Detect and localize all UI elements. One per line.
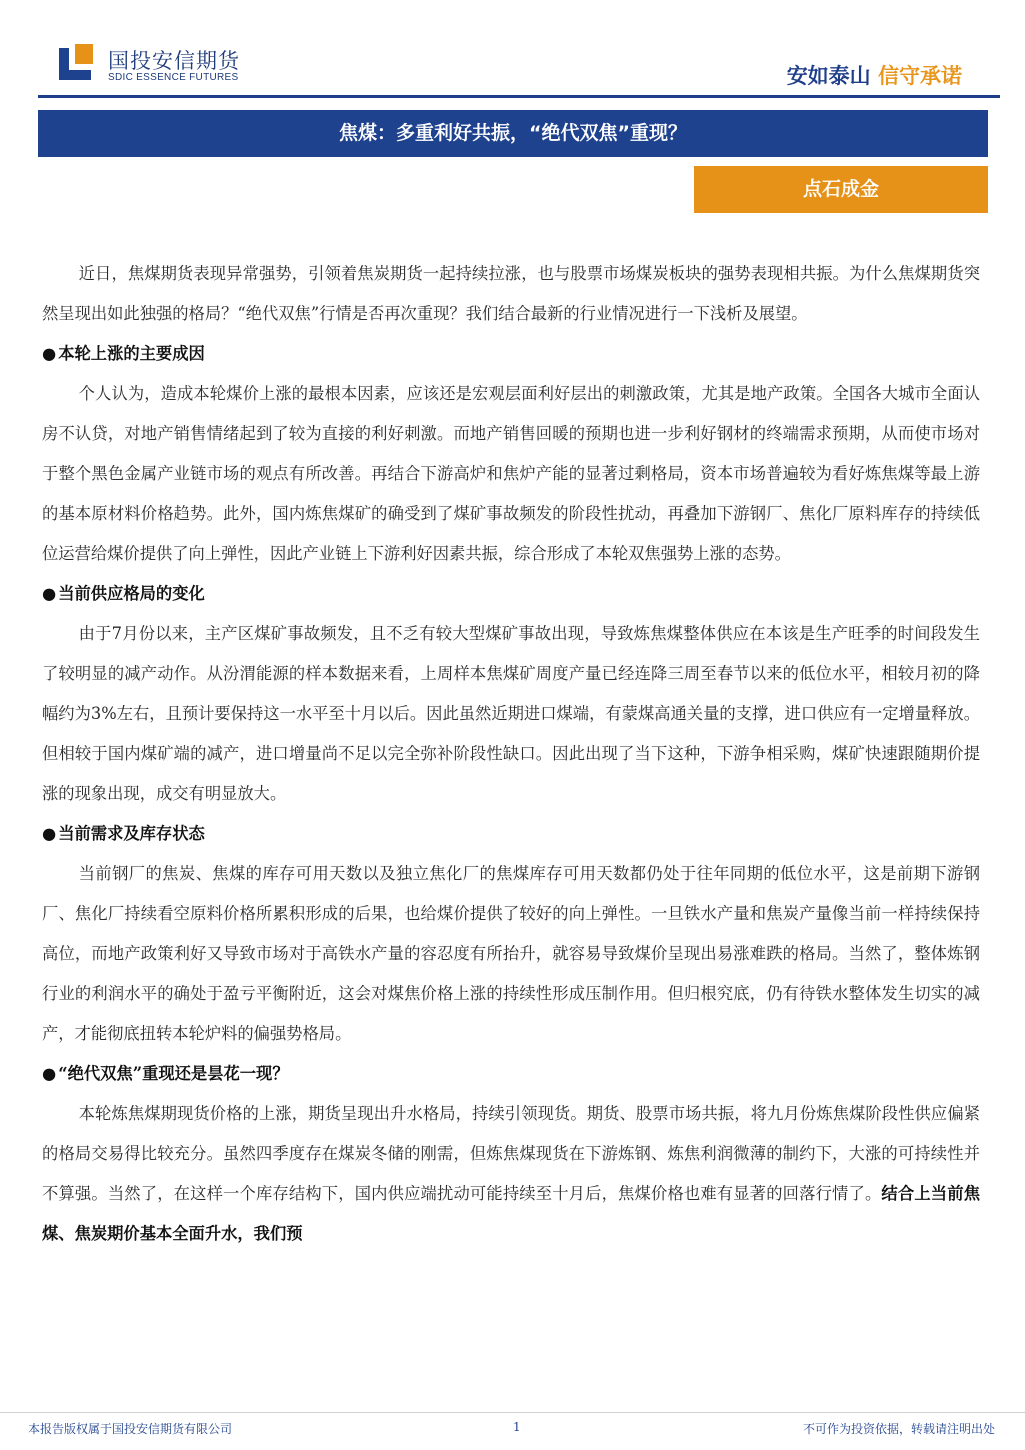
footer-disclaimer: 不可作为投资依据，转载请注明出处 (802, 1422, 995, 1436)
company-logo-icon (55, 40, 99, 84)
bullet-icon: ● (42, 1064, 57, 1083)
footer-divider (0, 1412, 1025, 1413)
section-heading (42, 814, 980, 854)
slogan-part-1: 安如泰山 (786, 64, 871, 88)
article-title: 焦煤：多重利好共振，“绝代双焦”重现？ (38, 110, 988, 157)
section-heading (42, 1054, 980, 1094)
section-heading (42, 574, 980, 614)
article-body (42, 254, 980, 1254)
column-tag: 点石成金 (694, 166, 988, 213)
section-paragraph: 当前钢厂的焦炭、焦煤的库存可用天数以及独立焦化厂的焦煤库存可用天数都仍处于往年同期的低位水平，这是前期下游钢厂、焦化厂持续看空原料价格所累积形成的后果，也给煤价提供了较好的向上弹性。一旦铁水产量和焦炭产量像当前一样持续保持高位，而地产政策利好又导致市场对于高铁水产量的容忍度有所抬升，就容易导致煤价呈现出易涨难跌的格局。当然了，整体炼钢行业的利润水平的确处于盈亏平衡附近，这会对煤焦价格上涨的持续性形成压制作用。但归根究底，仍有待铁水整体发生切实的减产，才能彻底扭转本轮炉料的偏强势格局。 (42, 864, 980, 1043)
section-heading-text: “绝代双焦”重现还是昙花一现？ (58, 1064, 289, 1083)
bullet-icon: ● (42, 584, 57, 603)
section-paragraph (42, 1094, 980, 1254)
section-paragraph-bold-text: 结合上当前焦煤、焦炭期价基本全面升水，我们预 (42, 1184, 980, 1243)
company-slogan (787, 60, 962, 90)
intro-paragraph: 近日，焦煤期货表现异常强势，引领着焦炭期货一起持续拉涨，也与股票市场煤炭板块的强势表现相共振。为什么焦煤期货突然呈现出如此独强的格局？“绝代双焦”行情是否再次重现？我们结合最新的行业情况进行一下浅析及展望。 (42, 264, 980, 323)
section-paragraph: 个人认为，造成本轮煤价上涨的最根本因素，应该还是宏观层面利好层出的刺激政策，尤其是地产政策。全国各大城市全面认房不认贷，对地产销售情绪起到了较为直接的利好刺激。而地产销售回暖的预期也进一步利好钢材的终端需求预期，从而使市场对于整个黑色金属产业链市场的观点有所改善。再结合下游高炉和焦炉产能的显著过剩格局，资本市场普遍较为看好炼焦煤等最上游的基本原材料价格趋势。此外，国内炼焦煤矿的确受到了煤矿事故频发的阶段性扰动，再叠加下游钢厂、焦化厂原料库存的持续低位运营给煤价提供了向上弹性，因此产业链上下游利好因素共振，综合形成了本轮双焦强势上涨的态势。 (42, 384, 980, 563)
page-number: 1 (513, 1420, 521, 1434)
logo-chinese-name: 国投安信期货 (108, 49, 240, 73)
section-heading-text: 当前需求及库存状态 (58, 824, 205, 843)
logo-english-name: SDIC ESSENCE FUTURES (108, 72, 239, 83)
bullet-icon: ● (42, 344, 57, 363)
section-heading-text: 当前供应格局的变化 (58, 584, 205, 603)
section-paragraph: 由于7月份以来，主产区煤矿事故频发，且不乏有较大型煤矿事故出现，导致炼焦煤整体供应在本该是生产旺季的时间段发生了较明显的减产动作。从汾渭能源的样本数据来看，上周样本焦煤矿周度产量已经连降三周至春节以来的低位水平，相较月初的降幅约为3%左右，且预计要保持这一水平至十月以后。因此虽然近期进口煤端，有蒙煤高通关量的支撑，进口供应有一定增量释放。但相较于国内煤矿端的减产，进口增量尚不足以完全弥补阶段性缺口。因此出现了当下这种，下游争相采购，煤矿快速跟随期价提涨的现象出现，成交有明显放大。 (42, 624, 980, 803)
footer-copyright: 本报告版权属于国投安信期货有限公司 (28, 1422, 233, 1436)
page-header (0, 0, 1025, 98)
header-divider (38, 95, 1000, 98)
section-heading (42, 334, 980, 374)
section-heading-text: 本轮上涨的主要成因 (58, 344, 205, 363)
slogan-part-2: 信守承诺 (878, 64, 962, 88)
bullet-icon: ● (42, 824, 57, 843)
section-paragraph-text: 本轮炼焦煤期现货价格的上涨，期货呈现出升水格局，持续引领现货。期货、股票市场共振，将九月份炼焦煤阶段性供应偏紧的格局交易得比较充分。虽然四季度存在煤炭冬储的刚需，但炼焦煤现货在下游炼钢、炼焦利润微薄的制约下，大涨的可持续性并不算强。当然了，在这样一个库存结构下，国内供应端扰动可能持续至十月后，焦煤价格也难有显著的回落行情了。 (42, 1104, 980, 1203)
